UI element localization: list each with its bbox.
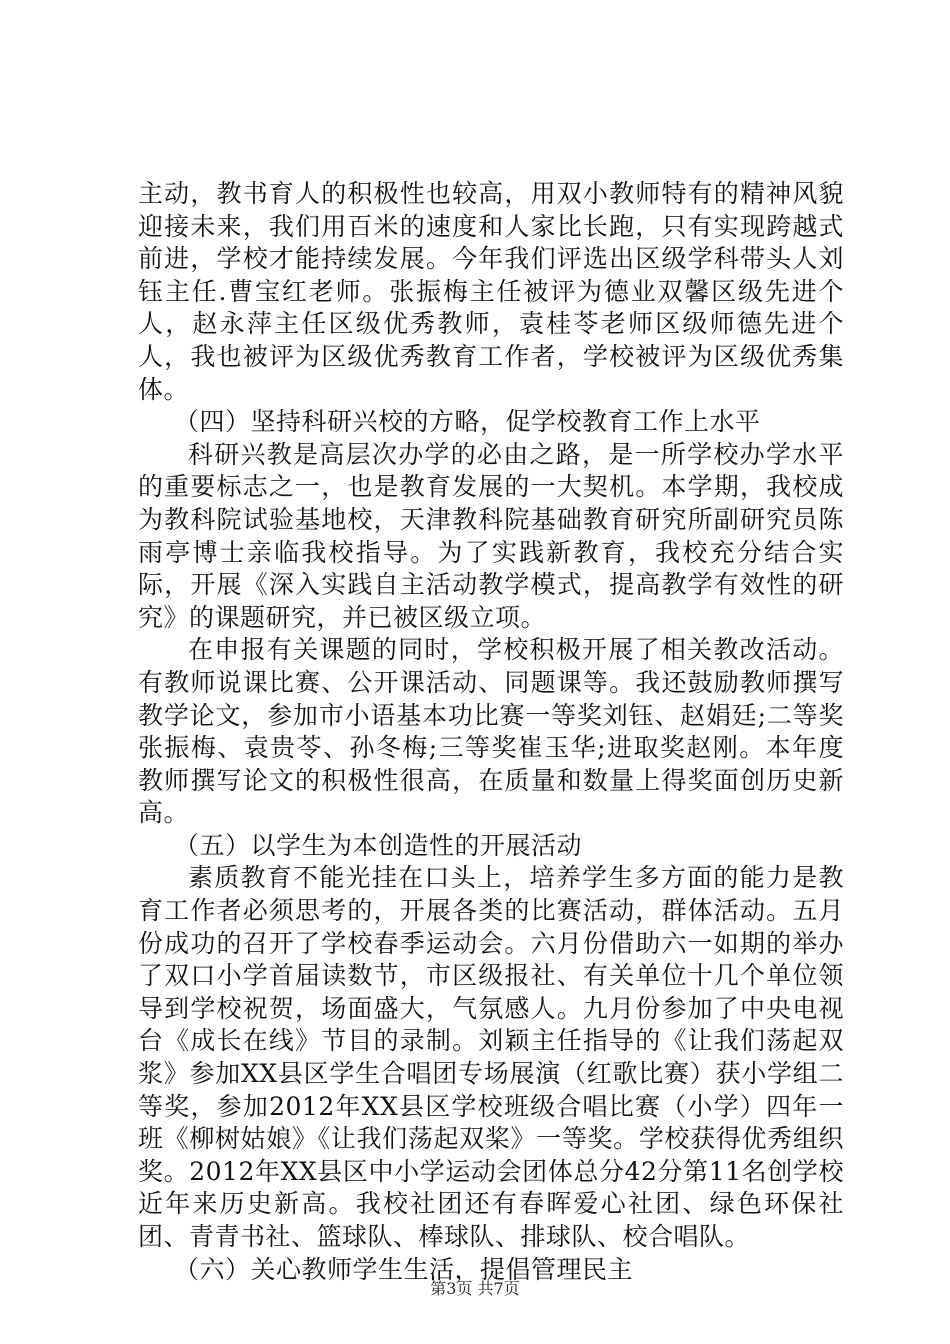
section-heading-4: （四）坚持科研兴校的方略，促学校教育工作上水平 (174, 407, 761, 437)
section-heading-6: （六）关心教师学生生活，提倡管理民主 (174, 1254, 634, 1284)
page-footer: 第3页 共7页 (430, 1279, 520, 1298)
body-paragraph-1: 主动，教书育人的积极性也较高，用双小教师特有的精神风貌迎接未来，我们用百米的速度和人家比长跑，只有实现跨越式前进，学校才能持续发展。今年我们评选出区级学科带头人刘钰主任.曹宝红老师。张振梅主任被评为德业双馨区级先进个人，赵永萍主任区级优秀教师，袁桂苓老师区级师德先进个人，我也被评为区级优秀教育工作者，学校被评为区级优秀集体。 (138, 179, 844, 404)
body-paragraph-3: 在申报有关课题的同时，学校积极开展了相关教改活动。有教师说课比赛、公开课活动、同题课等。我还鼓励教师撰写教学论文，参加市小语基本功比赛一等奖刘钰、赵娟廷;二等奖张振梅、袁贵苓、孙冬梅;三等奖崔玉华;进取奖赵刚。本年度教师撰写论文的积极性很高，在质量和数量上得奖面创历史新高。 (138, 635, 844, 828)
section-heading-5: （五）以学生为本创造性的开展活动 (174, 830, 583, 860)
body-paragraph-4: 素质教育不能光挂在口头上，培养学生多方面的能力是教育工作者必须思考的，开展各类的比赛活动，群体活动。五月份成功的召开了学校春季运动会。六月份借助六一如期的举办了双口小学首届读数节，市区级报社、有关单位十几个单位领导到学校祝贺，场面盛大，气氛感人。九月份参加了中央电视台《成长在线》节目的录制。刘颖主任指导的《让我们荡起双浆》参加XX县区学生合唱团专场展演（红歌比赛）获小学组二等奖，参加2012年XX县区学校班级合唱比赛（小学）四年一班《柳树姑娘》《让我们荡起双桨》一等奖。学校获得优秀组织奖。2012年XX县区中小学运动会团体总分42分第11名创学校近年来历史新高。我校社团还有春晖爱心社团、绿色环保社团、青青书社、篮球队、棒球队、排球队、校合唱队。 (138, 863, 844, 1251)
body-paragraph-2: 科研兴教是高层次办学的必由之路，是一所学校办学水平的重要标志之一，也是教育发展的一大契机。本学期，我校成为教科院试验基地校，天津教科院基础教育研究所副研究员陈雨亭博士亲临我校指导。为了实践新教育，我校充分结合实际，开展《深入实践自主活动教学模式，提高教学有效性的研究》的课题研究，并已被区级立项。 (138, 439, 844, 632)
document-body (138, 178, 844, 1286)
